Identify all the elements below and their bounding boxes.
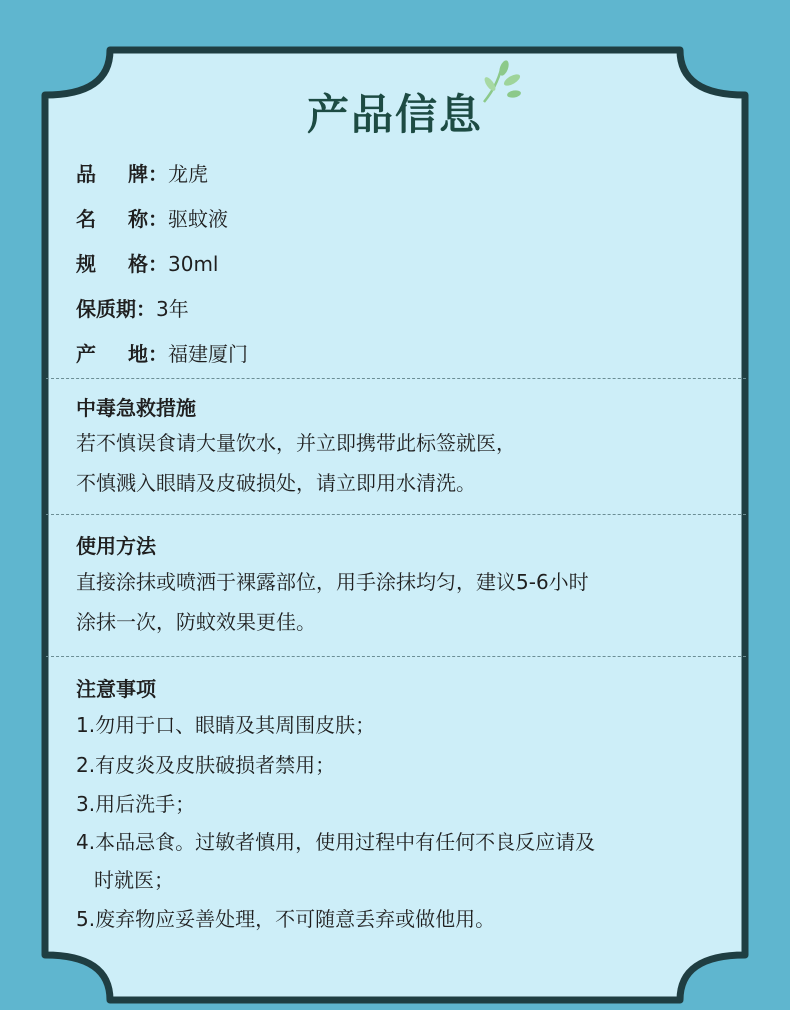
notes-line: 4.本品忌食。过敏者慎用，使用过程中有任何不良反应请及: [76, 830, 596, 854]
first-aid-title: 中毒急救措施: [76, 396, 196, 420]
info-value: 驱蚊液: [168, 207, 228, 231]
info-label: 产地: [76, 342, 148, 366]
info-row-spec: [76, 248, 219, 280]
page-title: 产品信息: [306, 90, 483, 139]
info-colon: ：: [148, 252, 168, 276]
info-value: 3年: [156, 297, 189, 321]
info-colon: ：: [136, 297, 156, 321]
divider: [46, 514, 746, 515]
info-value: 福建厦门: [168, 342, 248, 366]
info-value: 龙虎: [168, 162, 208, 186]
first-aid-line: 若不慎误食请大量饮水，并立即携带此标签就医，: [76, 431, 516, 455]
info-colon: ：: [148, 342, 168, 366]
info-row-origin: [76, 338, 248, 370]
notes-line: 3.用后洗手；: [76, 792, 196, 816]
notes-line: 5.废弃物应妥善处理，不可随意丢弃或做他用。: [76, 907, 496, 931]
notes-title: 注意事项: [76, 677, 156, 701]
divider: [46, 656, 746, 657]
notes-line: 时就医；: [94, 868, 174, 892]
usage-title: 使用方法: [76, 534, 156, 558]
usage-line: 直接涂抹或喷洒于裸露部位，用手涂抹均匀，建议5-6小时: [76, 570, 589, 594]
card-border: [45, 50, 745, 1000]
first-aid-line: 不慎溅入眼睛及皮破损处，请立即用水清洗。: [76, 471, 476, 495]
info-row-brand: [76, 158, 208, 190]
info-label: 品牌: [76, 162, 148, 186]
info-row-name: [76, 203, 228, 235]
info-row-shelf-life: [76, 293, 189, 325]
info-colon: ：: [148, 207, 168, 231]
notes-line: 1.勿用于口、眼睛及其周围皮肤；: [76, 713, 376, 737]
leaf-icon: [474, 58, 526, 110]
info-label: 保质期: [76, 297, 136, 321]
notes-line: 2.有皮炎及皮肤破损者禁用；: [76, 753, 336, 777]
info-colon: ：: [148, 162, 168, 186]
info-label: 名称: [76, 207, 148, 231]
divider: [46, 378, 746, 379]
info-value: 30ml: [168, 252, 219, 276]
usage-line: 涂抹一次，防蚊效果更佳。: [76, 610, 316, 634]
info-label: 规格: [76, 252, 148, 276]
